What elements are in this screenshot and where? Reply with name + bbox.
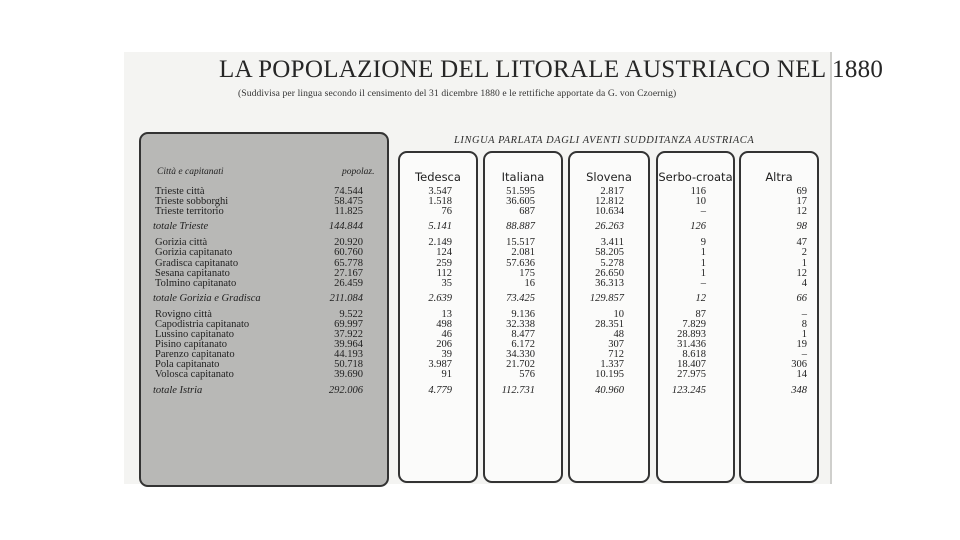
row-name: Sesana capitanato: [155, 267, 230, 279]
row-value: –: [801, 308, 807, 320]
row-value: 307: [608, 339, 624, 351]
row-name: Volosca capitanato: [155, 369, 234, 381]
total-value: 126: [690, 221, 706, 233]
total-value: 4.779: [428, 384, 452, 396]
row-name: Gorizia capitanato: [155, 247, 233, 259]
row-population: 58.475: [334, 196, 363, 208]
row-value: 10.195: [595, 369, 624, 381]
column-header: Serbo-croata: [658, 170, 733, 184]
total-value: 348: [791, 384, 807, 396]
row-value: 19: [796, 339, 807, 351]
page-subtitle: (Suddivisa per lingua secondo il censimento del 31 dicembre 1880 e le rettifiche apportate da G. von Czoernig): [238, 88, 677, 99]
row-value: 4: [801, 277, 807, 289]
row-value: 76: [441, 206, 452, 218]
city-column-header: Città e capitanati: [157, 167, 224, 177]
scanned-page: [124, 52, 884, 484]
row-value: 306: [791, 359, 807, 371]
row-value: 18.407: [677, 359, 706, 371]
row-value: 12.812: [595, 196, 624, 208]
row-value: 8: [801, 318, 807, 330]
row-value: 26.650: [595, 267, 624, 279]
row-value: 116: [690, 186, 706, 197]
row-population: 26.459: [334, 277, 363, 289]
row-value: 91: [441, 369, 452, 381]
row-population: 39.690: [334, 369, 363, 381]
row-value: 57.636: [506, 257, 535, 269]
row-value: 498: [436, 318, 452, 330]
row-population: 11.825: [334, 206, 363, 218]
row-value: 3.411: [600, 237, 624, 249]
row-value: 10: [695, 196, 706, 208]
row-value: 12: [796, 206, 807, 218]
row-value: 175: [519, 267, 535, 279]
total-value: 129.857: [589, 292, 624, 304]
row-name: Pisino capitanato: [155, 339, 228, 351]
row-value: 259: [436, 257, 452, 269]
row-value: 21.702: [506, 359, 535, 371]
row-population: 20.920: [334, 237, 363, 249]
row-name: Trieste sobborghi: [155, 196, 229, 208]
row-value: 15.517: [506, 237, 535, 249]
row-value: 1.518: [428, 196, 452, 208]
row-value: 34.330: [506, 349, 535, 361]
row-population: 74.544: [334, 186, 363, 197]
row-value: 1: [700, 267, 706, 279]
row-population: 65.778: [334, 257, 363, 269]
total-value: 5.141: [428, 221, 452, 233]
row-name: Gorizia città: [155, 237, 208, 249]
row-value: 7.829: [682, 318, 706, 330]
total-value: 98: [796, 221, 807, 233]
row-population: 9.522: [339, 308, 363, 320]
total-population: 144.844: [328, 221, 363, 233]
row-value: 2.817: [600, 186, 624, 197]
row-value: 46: [441, 329, 452, 340]
row-name: Pola capitanato: [155, 359, 220, 371]
row-value: 3.547: [428, 186, 452, 197]
row-value: 10: [613, 308, 624, 320]
row-value: –: [700, 206, 706, 218]
total-value: 26.263: [595, 221, 624, 233]
total-value: 123.245: [671, 384, 706, 396]
row-value: 14: [796, 369, 807, 381]
row-value: 712: [608, 349, 624, 361]
row-value: 13: [441, 308, 452, 320]
row-value: 3.987: [428, 359, 452, 371]
total-name: totale Trieste: [153, 221, 209, 233]
row-value: 9.136: [511, 308, 535, 320]
row-value: 69: [796, 186, 807, 197]
row-population: 69.997: [334, 318, 363, 330]
population-column-header: popolaz.: [342, 167, 375, 177]
row-name: Lussino capitanato: [155, 329, 235, 340]
total-population: 211.084: [329, 292, 363, 304]
row-value: 17: [796, 196, 807, 208]
row-value: 1: [801, 329, 807, 340]
row-value: 58.205: [595, 247, 624, 259]
row-value: 576: [519, 369, 535, 381]
row-value: 687: [519, 206, 535, 218]
row-value: 12: [796, 267, 807, 279]
row-value: 1: [700, 257, 706, 269]
row-name: Gradisca capitanato: [155, 257, 239, 269]
row-value: 47: [796, 237, 807, 249]
row-value: 1.337: [600, 359, 624, 371]
column-header: Tedesca: [415, 170, 461, 184]
row-value: 6.172: [511, 339, 535, 351]
row-name: Trieste città: [155, 186, 205, 197]
row-value: 10.634: [595, 206, 624, 218]
row-value: 9: [700, 237, 706, 249]
row-population: 37.922: [334, 329, 363, 340]
total-value: 66: [796, 292, 807, 304]
row-name: Trieste territorio: [155, 206, 224, 218]
row-value: 16: [524, 277, 535, 289]
column-header: Slovena: [586, 170, 632, 184]
total-value: 12: [695, 292, 706, 304]
row-population: 39.964: [334, 339, 363, 351]
row-value: 32.338: [506, 318, 535, 330]
row-value: 36.605: [506, 196, 535, 208]
row-value: 28.893: [677, 329, 706, 340]
total-value: 73.425: [506, 292, 535, 304]
row-value: –: [801, 349, 807, 361]
row-value: 5.278: [600, 257, 624, 269]
row-value: 1: [801, 257, 807, 269]
total-value: 40.960: [595, 384, 624, 396]
total-value: 2.639: [428, 292, 452, 304]
row-value: 87: [695, 308, 706, 320]
total-value: 88.887: [506, 221, 535, 233]
row-value: 2.149: [428, 237, 452, 249]
total-value: 112.731: [501, 384, 535, 396]
page-title: LA POPOLAZIONE DEL LITORALE AUSTRIACO NEL 1880: [219, 56, 884, 83]
row-name: Capodistria capitanato: [155, 318, 250, 330]
row-value: 48: [613, 329, 624, 340]
column-header: Altra: [765, 170, 793, 184]
row-value: 2.081: [511, 247, 535, 259]
row-value: 1: [700, 247, 706, 259]
row-population: 50.718: [334, 359, 363, 371]
row-value: 124: [436, 247, 452, 259]
row-value: 31.436: [677, 339, 706, 351]
row-population: 60.760: [334, 247, 363, 259]
row-name: Rovigno città: [155, 308, 212, 320]
row-population: 44.193: [334, 349, 363, 361]
row-name: Parenzo capitanato: [155, 349, 235, 361]
row-value: 28.351: [595, 318, 624, 330]
row-population: 27.167: [334, 267, 363, 279]
row-value: –: [700, 277, 706, 289]
language-header: LINGUA PARLATA DAGLI AVENTI SUDDITANZA AUSTRIACA: [454, 135, 755, 146]
row-value: 8.618: [682, 349, 706, 361]
row-value: 206: [436, 339, 452, 351]
row-name: Tolmino capitanato: [155, 277, 237, 289]
column-header: Italiana: [501, 170, 545, 184]
total-name: totale Istria: [153, 384, 203, 396]
total-population: 292.006: [328, 384, 363, 396]
row-value: 8.477: [511, 329, 535, 340]
row-value: 51.595: [506, 186, 535, 197]
row-value: 39: [441, 349, 452, 361]
row-value: 35: [441, 277, 452, 289]
row-value: 27.975: [677, 369, 706, 381]
row-value: 36.313: [595, 277, 624, 289]
total-name: totale Gorizia e Gradisca: [153, 292, 261, 304]
row-value: 112: [436, 267, 452, 279]
row-value: 2: [801, 247, 807, 259]
